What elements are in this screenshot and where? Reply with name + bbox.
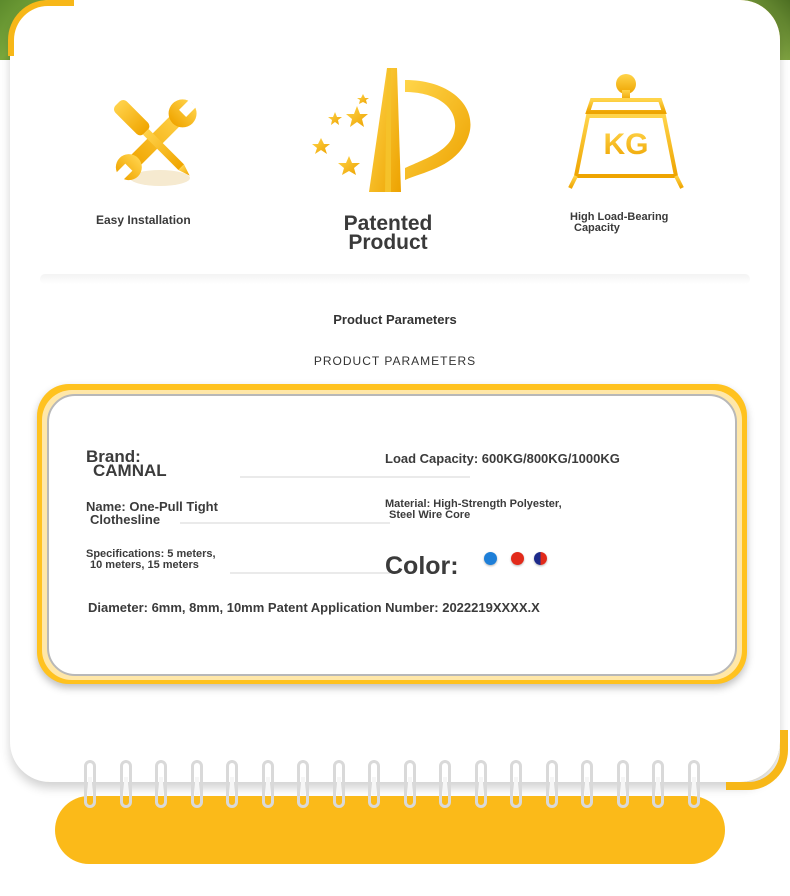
binder-coil [581, 760, 593, 808]
binder-coil [84, 760, 96, 808]
binder-coil [226, 760, 238, 808]
section-title: Product Parameters [333, 312, 457, 327]
feature-label-line-2: Product [348, 231, 428, 254]
feature-label-patented-product [333, 214, 443, 252]
kg-weight-icon [566, 72, 686, 194]
param-brand-key: Brand: [86, 447, 141, 466]
section-subtitle: PRODUCT PARAMETERS [313, 354, 477, 368]
underline [230, 572, 390, 574]
binder-coil [368, 760, 380, 808]
binder-coil [262, 760, 274, 808]
param-color-key: Color: [385, 552, 459, 580]
feature-label-line-1: Patented [343, 212, 433, 235]
param-load-capacity: Load Capacity: 600KG/800KG/1000KG [385, 451, 620, 466]
binder-coil [688, 760, 700, 808]
color-swatch-blue-red [534, 552, 547, 565]
binder-coil [404, 760, 416, 808]
feature-label-high-load [570, 212, 668, 234]
feature-label-line-1: High Load-Bearing [570, 211, 669, 223]
binder-coil [546, 760, 558, 808]
binder-coil [510, 760, 522, 808]
param-material-line-1: Material: High-Strength Polyester, [385, 498, 562, 510]
param-diameter-patent: Diameter: 6mm, 8mm, 10mm Patent Application Number: 2022219XXXX.X [88, 600, 540, 615]
card-corner-accent-bottom [726, 730, 788, 790]
feature-divider [40, 274, 750, 284]
kg-icon-text: KG [603, 128, 649, 161]
binder-coil [191, 760, 203, 808]
param-spec-line-2: 10 meters, 15 meters [90, 559, 199, 571]
param-name-line-2: Clothesline [90, 512, 161, 527]
binder-coil [155, 760, 167, 808]
color-swatch-red [511, 552, 524, 565]
binder-coil [617, 760, 629, 808]
param-name-line-1: Name: One-Pull Tight [86, 499, 218, 514]
binder-coil [439, 760, 451, 808]
binder-coil [333, 760, 345, 808]
underline [240, 476, 470, 478]
param-material-line-2: Steel Wire Core [389, 509, 471, 521]
param-spec-line-1: Specifications: 5 meters, [86, 548, 216, 560]
param-brand-value: CAMNAL [93, 461, 167, 480]
color-swatch-blue [484, 552, 497, 565]
parameters-panel [47, 394, 737, 676]
binder-coil [475, 760, 487, 808]
patent-p-stars-icon [305, 64, 475, 196]
binder-coil [652, 760, 664, 808]
underline [180, 522, 390, 524]
binder-coil [297, 760, 309, 808]
feature-label-easy-installation: Easy Installation [96, 213, 191, 227]
binder-coil [120, 760, 132, 808]
feature-label-line-2: Capacity [574, 222, 620, 234]
param-specifications [86, 549, 286, 571]
param-material [385, 499, 645, 521]
wrench-screwdriver-icon [100, 86, 210, 196]
